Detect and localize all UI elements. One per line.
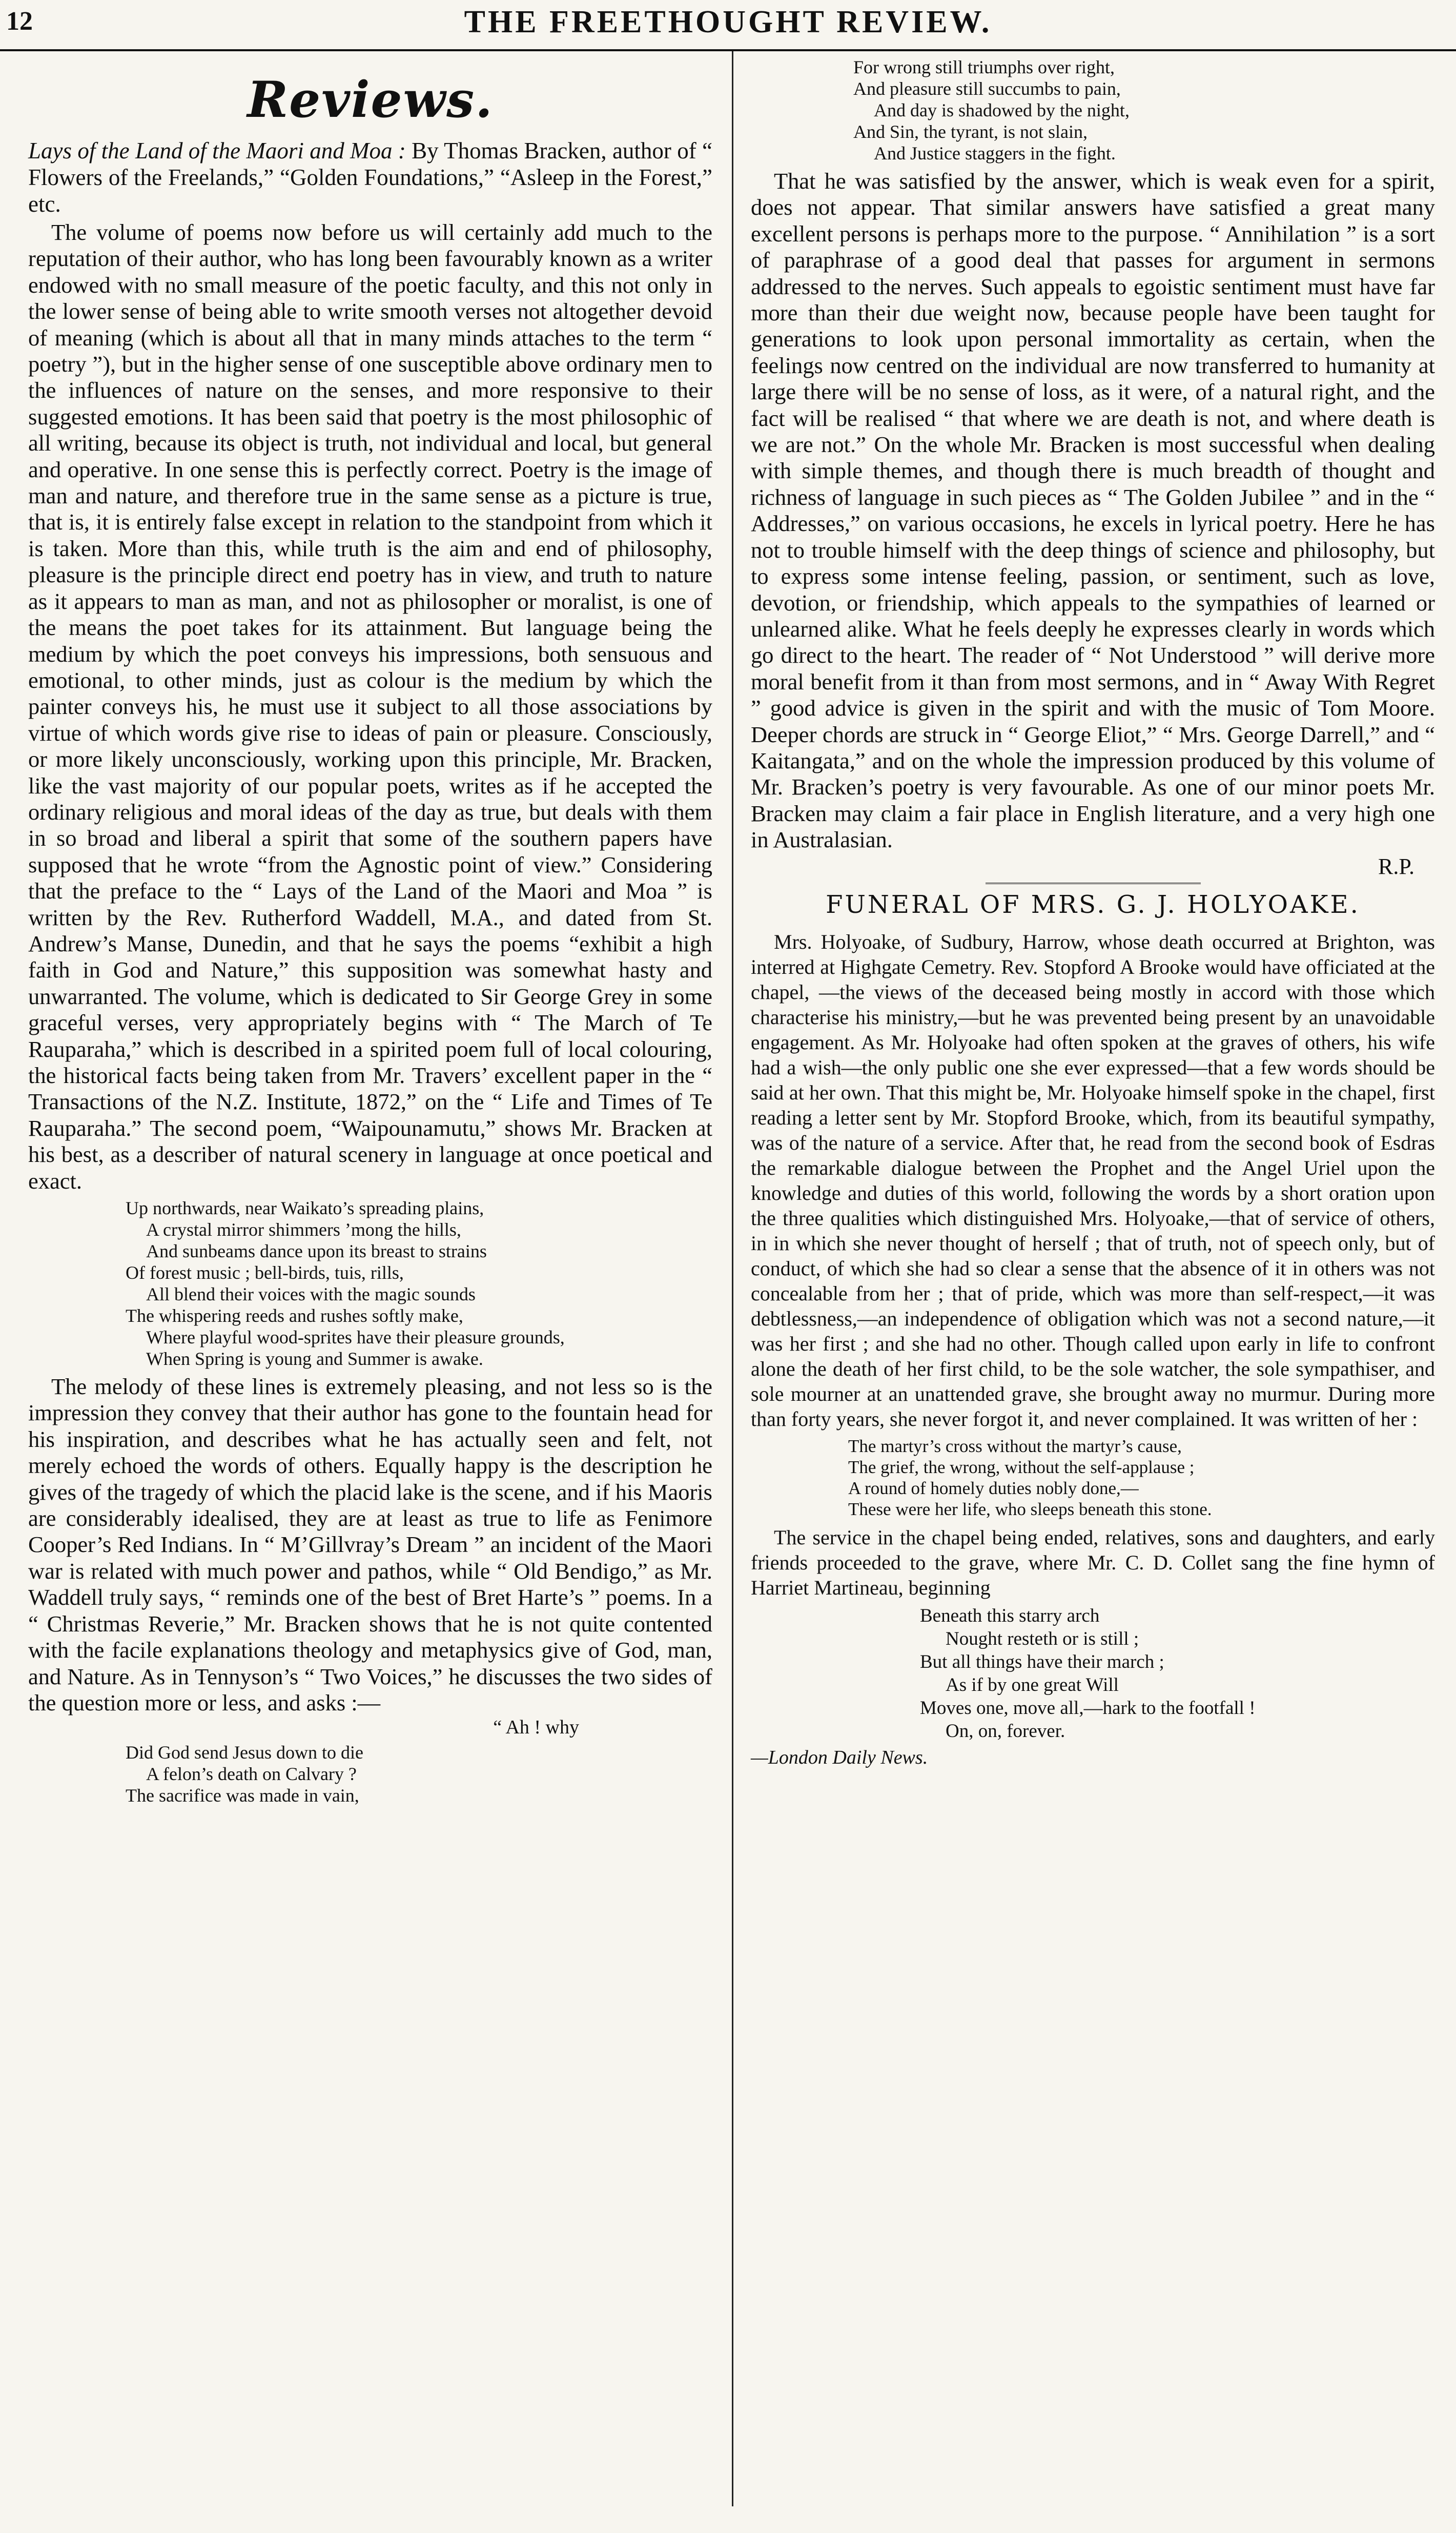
- verse-line: The whispering reeds and rushes softly make,: [126, 1305, 463, 1326]
- review-byline: [28, 137, 712, 217]
- article-source: —London Daily News.: [751, 1746, 928, 1768]
- quoted-verse-continued: [853, 56, 1435, 164]
- verse-line: And day is shadowed by the night,: [874, 100, 1130, 120]
- verse-intro: “ Ah ! why: [493, 1717, 579, 1739]
- review-signature: R.P.: [1378, 853, 1414, 879]
- book-title: Lays of the Land of the Maori and Moa :: [28, 138, 406, 164]
- verse-line: The grief, the wrong, without the self-applause ;: [848, 1457, 1195, 1477]
- verse-line: When Spring is young and Summer is awake.: [146, 1349, 483, 1370]
- quoted-verse-waipounamutu: [126, 1197, 712, 1370]
- verse-line: For wrong still triumphs over right,: [853, 57, 1115, 77]
- verse-line: These were her life, who sleeps beneath this stone.: [848, 1499, 1212, 1519]
- verse-line: The sacrifice was made in vain,: [126, 1785, 359, 1806]
- verse-line: And Sin, the tyrant, is not slain,: [853, 121, 1088, 142]
- column-divider: [732, 51, 733, 2506]
- verse-line: As if by one great Will: [946, 1674, 1119, 1696]
- epitaph-verse: [848, 1436, 1435, 1520]
- review-paragraph-1: The volume of poems now before us will certainly add much to the reputation of their author, who has long been favourably known as a writer endowed with no small measure of the poetic faculty, and this not only in the lower sense of being able to write smooth verses not altogether devoid of meaning (which is about all that in many minds attaches to the term “ poetry ”), but in the higher sense of one susceptible above ordinary men to the influences of nature on the senses, and more responsive to their suggested emotions. It has been said that poetry is the most philosophic of all writing, because its object is truth, not individual and local, but general and operative. In one sense this is perfectly correct. Poetry is the image of man and nature, and therefore true in the same sense as a picture is true, that is, it is entirely false except in relation to the standpoint from which it is taken. More than this, while truth is the aim and end of philosophy, pleasure is the principle direct end poetry has in view, and truth to nature as it appears to man as man, and not as philosopher or moralist, is one of the means the poet takes for its attainment. But language being the medium by which the poet conveys his impressions, both sensuous and emotional, to other minds, just as colour is the medium by which the painter conveys his, he must use it subject to all those associations by virtue of which words give rise to ideas of pain or pleasure. Consciously, or more likely unconsciously, working upon this principle, Mr. Bracken, like the vast majority of our popular poets, writes as if he accepted the ordinary religious and moral ideas of the day as true, but deals with them in so broad and liberal a spirit that some of the southern papers have supposed that he wrote “from the Agnostic point of view.” Considering that the preface to the “ Lays of the Land of the Maori and Moa ” is written by the Rev. Rutherford Waddell, M.A., and dated from St. Andrew’s Manse, Dunedin, and that he says the poems “exhibit a high faith in God and Nature,” this supposition was somewhat hasty and unwarranted. The volume, which is dedicated to Sir George Grey in some graceful verses, very appropriately begins with “ The March of Te Rauparaha,” which is described in a spirited poem full of local colouring, the historical facts being taken from Mr. Travers’ excellent paper in the “ Transactions of the N.Z. Institute, 1872,” on the “ Life and Times of Te Rauparaha.” The second poem, “Waipounamutu,” shows Mr. Bracken at his best, as a describer of natural scenery in language at once poetical and exact.: [28, 219, 712, 1194]
- verse-line: A round of homely duties nobly done,—: [848, 1478, 1139, 1498]
- book-author: By Thomas Bracken, author of “ Flowers of the Freelands,” “Golden Foundations,” “Asleep in the Forest,” etc.: [28, 138, 712, 217]
- verse-line: A felon’s death on Calvary ?: [146, 1764, 357, 1785]
- section-divider: [986, 883, 1201, 884]
- page-number: 12: [6, 7, 33, 36]
- verse-line: But all things have their march ;: [920, 1651, 1164, 1672]
- verse-line: And Justice staggers in the fight.: [874, 143, 1116, 164]
- right-column: [751, 56, 1435, 1769]
- verse-line: Of forest music ; bell-birds, tuis, rills,: [126, 1262, 404, 1283]
- verse-line: On, on, forever.: [946, 1720, 1065, 1742]
- verse-line: And pleasure still succumbs to pain,: [853, 78, 1121, 99]
- verse-line: Beneath this starry arch: [920, 1605, 1100, 1626]
- hymn-verse: [920, 1604, 1435, 1743]
- left-column: [28, 67, 712, 1810]
- review-paragraph-3: That he was satisfied by the answer, which is weak even for a spirit, does not appear. That similar answers have satisfied a great many excellent persons is perhaps more to the purpose. “ Annihilation ” is a sort of paraphrase of a good deal that passes for argument in sermons addressed to the nerves. Such appeals to egoistic sentiment must have far more than their due weight now, because people have been taught for generations to look upon personal immortality as certain, when the feelings now centred on the individual are now transferred to humanity at large there will be no sense of loss, as it were, of a natural right, and the fact will be realised “ that where we are death is not, and where death is we are not.” On the whole Mr. Bracken is most successful when dealing with simple themes, and though there is much breadth of thought and richness of language in such pieces as “ The Golden Jubilee ” and in the “ Addresses,” on various occasions, he excels in lyrical poetry. Here he has not to trouble himself with the deep things of science and philosophy, but to express some intense feeling, passion, or sentiment, such as love, devotion, or friendship, which appeals to the sympathies of learned or unlearned alike. What he feels deeply he expresses clearly in words which go direct to the heart. The reader of “ Not Understood ” will derive more moral benefit from it than from most sermons, and in “ Away With Regret ” good advice is given in the spirit and with the music of Tom Moore. Deeper chords are struck in “ George Eliot,” “ Mrs. George Darrell,” and “ Kaitangata,” and on the whole the impression produced by this volume of Mr. Bracken’s poetry is very favourable. As one of our minor poets Mr. Bracken may claim a fair place in English literature, and a very high one in Australasian.: [751, 168, 1435, 853]
- funeral-paragraph-2: The service in the chapel being ended, relatives, sons and daughters, and early friends proceeded to the grave, where Mr. C. D. Collet sang the fine hymn of Harriet Martineau, beginning: [751, 1525, 1435, 1599]
- verse-line: A crystal mirror shimmers ’mong the hills,: [146, 1219, 461, 1240]
- review-paragraph-2: The melody of these lines is extremely pleasing, and not less so is the impression they convey that their author has gone to the fountain head for his inspiration, and describes what he has actually seen and felt, not merely echoed the words of others. Equally happy is the description he gives of the tragedy of which the placid lake is the scene, and if his Maoris are considerably idealised, they are at least as true to life as Fenimore Cooper’s Red Indians. In “ M’Gillvray’s Dream ” an incident of the Maori war is related with much power and pathos, while “ Old Bendigo,” as Mr. Waddell truly says, “ reminds one of the best of Bret Harte’s ” poems. In a “ Christmas Reverie,” Mr. Bracken shows that he is not quite contented with the facile explanations theology and metaphysics give of God, man, and Nature. As in Tennyson’s “ Two Voices,” he discusses the two sides of the question more or less, and asks :—: [28, 1374, 712, 1715]
- verse-line: Up northwards, near Waikato’s spreading plains,: [126, 1198, 484, 1219]
- verse-line: Did God send Jesus down to die: [126, 1742, 363, 1763]
- page-header: [0, 0, 1456, 51]
- verse-line: All blend their voices with the magic sounds: [146, 1284, 476, 1305]
- funeral-article: [751, 929, 1435, 1769]
- verse-line: Nought resteth or is still ;: [946, 1628, 1139, 1649]
- funeral-paragraph-1: Mrs. Holyoake, of Sudbury, Harrow, whose death occurred at Brighton, was interred at Highgate Cemetry. Rev. Stopford A Brooke would have officiated at the chapel, —the views of the deceased being mostly in accord with those which characterise his ministry,—but he was prevented being present by an unavoidable engagement. As Mr. Holyoake had often spoken at the graves of others, his wife had a wish—the only public one she ever expressed—that a few words should be said at her own. That this might be, Mr. Holyoake himself spoke in the chapel, first reading a letter sent by Mr. Stopford Brooke, which, from its beautiful sympathy, was of the nature of a service. After that, he read from the second book of Esdras the remarkable dialogue between the Prophet and the Angel Uriel upon the knowledge and duties of this world, following the words by a short oration upon the three qualities which distinguished Mrs. Holyoake,—that of service of others, in in which she never thought of herself ; that of truth, not of speech only, but of conduct, of which she had so clear a sense that the absence of it in others was not concealable from her ; that of pride, which was more than self-respect,—it was debtlessness,—an independence of obligation which was not a second nature,—it was her first ; and she had no other. Though called upon early in life to confront alone the death of her first child, to be the sole watcher, the sole sympathiser, and sole mourner at an unattended grave, she brought away no murmur. During more than forty years, she never forgot it, and never complained. It was written of her :: [751, 930, 1435, 1431]
- quoted-verse-christmas-reverie: [126, 1742, 712, 1806]
- journal-title: THE FREETHOUGHT REVIEW.: [464, 5, 992, 39]
- verse-line: And sunbeams dance upon its breast to strains: [146, 1241, 487, 1262]
- verse-line: The martyr’s cross without the martyr’s cause,: [848, 1436, 1182, 1456]
- verse-line: Moves one, move all,—hark to the footfall !: [920, 1697, 1256, 1719]
- verse-line: Where playful wood-sprites have their pleasure grounds,: [146, 1327, 565, 1348]
- funeral-heading: FUNERAL OF MRS. G. J. HOLYOAKE.: [826, 890, 1360, 919]
- reviews-heading: Reviews.: [247, 71, 494, 129]
